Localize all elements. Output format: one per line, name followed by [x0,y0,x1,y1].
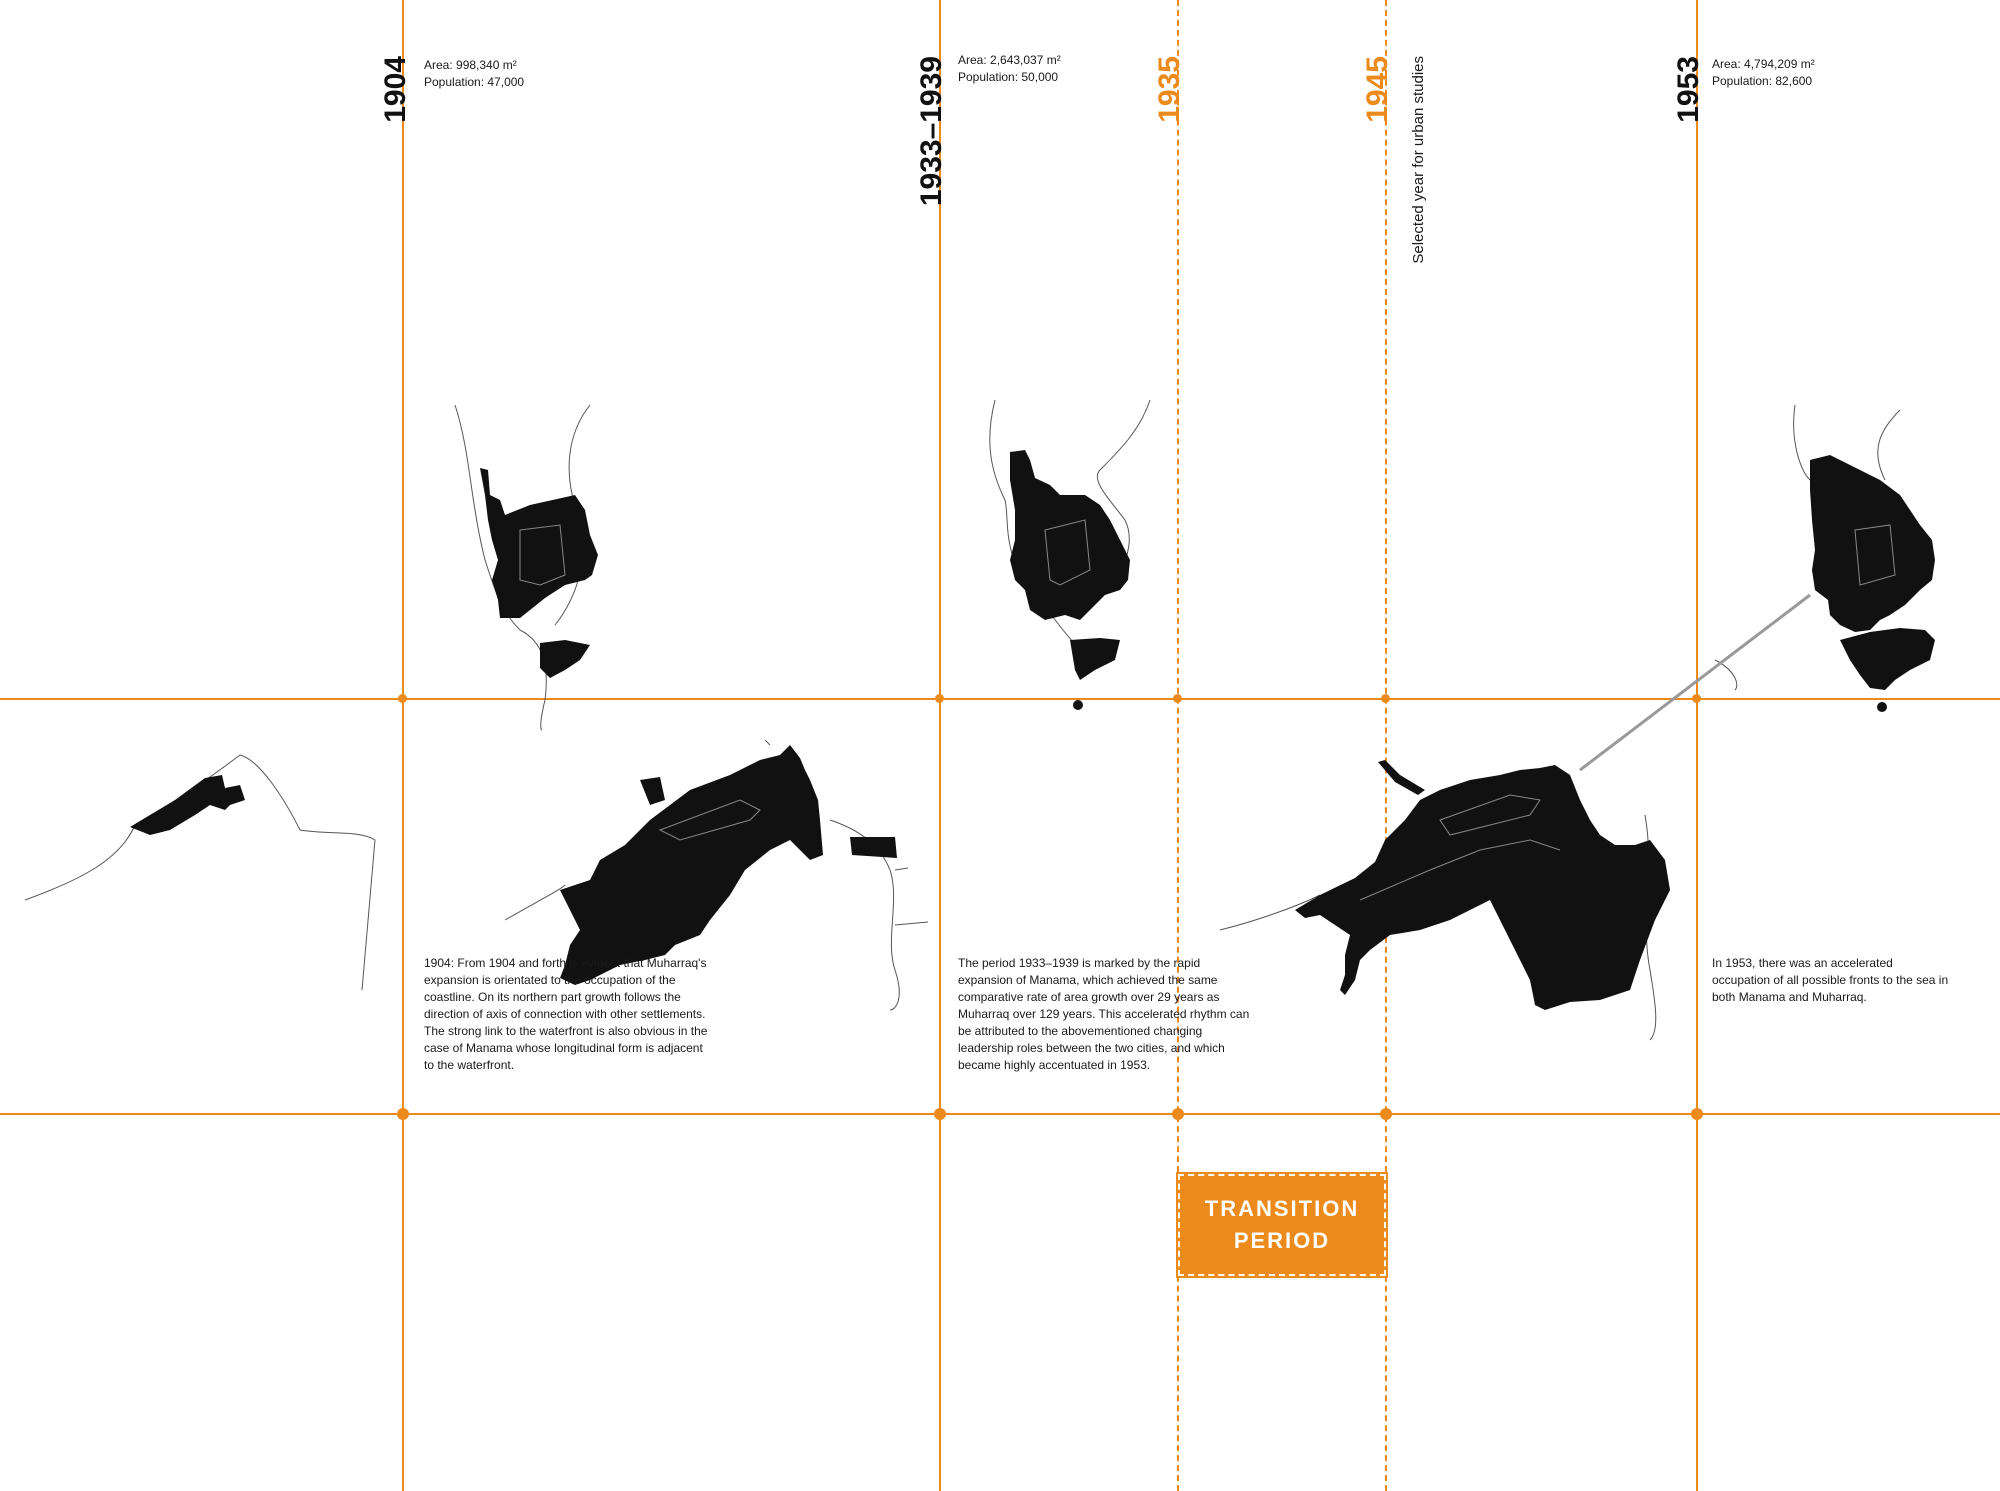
landmass-muharraq-1953 [1810,455,1935,632]
landmass-muharraq-1933 [1010,450,1130,620]
landmass-island-1933 [850,837,897,858]
population-value: Population: 82,600 [1712,74,1813,88]
landmass-manama-1933 [560,745,823,985]
year-label-1904: 1904 [379,56,412,123]
description-1933-1939: The period 1933–1939 is marked by the rapid expansion of Manama, which achieved the same comparative rate of area growth over 29 years as Muharraq over 129 years. This accelerated rhythm can be attributed to the abovementioned changing leadership roles between the two cities, and which became highly accentuated in 1953. [958,956,1250,1072]
landmass-muharraq-south-1904 [540,640,590,678]
population-value: Population: 50,000 [958,70,1059,84]
population-value: Population: 47,000 [424,75,525,89]
landmass-muharraq-1904 [480,468,598,618]
causeway-line [1580,595,1810,770]
transition-label-line1: TRANSITION [1204,1196,1360,1221]
transition-label-line2: PERIOD [1233,1228,1331,1253]
description-1904: 1904: From 1904 and forth is evident that Muharraq's expansion is orientated to the occupation of the coastline. On its northern part growth follows the direction of axis of connection with other settlements. The strong link to the waterfront is also obvious in the case of Manama whose longitudinal form is adjacent to the waterfront. [424,956,708,1072]
landmass-manama-1904 [130,775,245,835]
year-label-1935: 1935 [1153,56,1186,123]
selected-year-note: Selected year for urban studies [1410,56,1427,264]
area-value: Area: 4,794,209 m² [1712,57,1815,71]
area-value: Area: 998,340 m² [424,58,517,72]
year-label-1933-1939: 1933–1939 [915,56,948,207]
year-label-1953: 1953 [1672,56,1705,123]
landmass-muharraq-south-1953 [1840,628,1935,690]
landmass-manama-1953 [1295,765,1670,1010]
coastline [505,885,565,920]
area-value: Area: 2,643,037 m² [958,53,1061,67]
landmass-muharraq-south-1933 [1070,638,1120,680]
year-label-1945: 1945 [1361,56,1394,123]
description-1953: In 1953, there was an accelerated occupation of all possible fronts to the sea in both Manama and Muharraq. [1712,956,1949,1004]
transition-period-badge [1178,1174,1386,1276]
